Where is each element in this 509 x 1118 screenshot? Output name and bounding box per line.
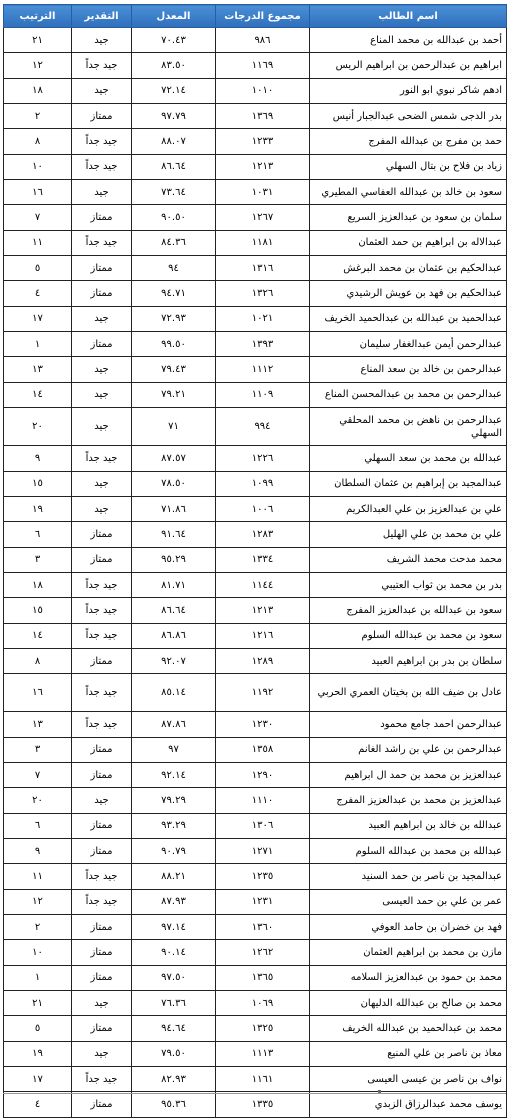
grade-cell: ممتاز: [72, 1092, 132, 1117]
rank-cell: ٢١: [4, 28, 72, 53]
grade-cell: ممتاز: [72, 1016, 132, 1041]
student-name-cell: بدر الدجى شمس الضحى عبدالجبار أنيس: [310, 104, 507, 129]
total-cell: ١٢٩٠: [216, 762, 310, 787]
total-cell: ١٠٢١: [216, 306, 310, 331]
grade-cell: ممتاز: [72, 915, 132, 940]
student-name-cell: عبدالرحمن احمد جامع محمود: [310, 712, 507, 737]
total-cell: ١٠١٠: [216, 78, 310, 103]
total-cell: ١٢٦٢: [216, 940, 310, 965]
grade-cell: جيد جداً: [72, 864, 132, 889]
total-cell: ١٣٩٣: [216, 332, 310, 357]
average-cell: ٨٧.٩٣: [132, 889, 216, 914]
rank-cell: ٥: [4, 1016, 72, 1041]
average-cell: ٨٦.٦٤: [132, 154, 216, 179]
grade-cell: جيد: [72, 180, 132, 205]
rank-cell: ٩: [4, 446, 72, 471]
header-grade: التقدير: [72, 5, 132, 28]
grade-cell: ممتاز: [72, 940, 132, 965]
table-row: [4, 230, 507, 255]
table-row: [4, 382, 507, 407]
grade-cell: جيد جداً: [72, 53, 132, 78]
grade-cell: جيد: [72, 382, 132, 407]
rank-cell: ١٣: [4, 712, 72, 737]
table-row: [4, 205, 507, 230]
rank-cell: ١٩: [4, 1041, 72, 1066]
student-name-cell: سعود بن خالد بن عبدالله العفاسي المطيري: [310, 180, 507, 205]
average-cell: ٨٦.٦٤: [132, 598, 216, 623]
total-cell: ١٣٦٩: [216, 104, 310, 129]
rank-cell: ١٠: [4, 154, 72, 179]
table-row: [4, 446, 507, 471]
total-cell: ١٢٣٠: [216, 712, 310, 737]
average-cell: ٨٦.٨٦: [132, 623, 216, 648]
grade-cell: جيد جداً: [72, 712, 132, 737]
total-cell: ٩٩٤: [216, 408, 310, 446]
student-name-cell: عبدالحكيم بن فهد بن عويش الرشيدي: [310, 281, 507, 306]
student-name-cell: عبدالرحمن أيمن عبدالغفار سليمان: [310, 332, 507, 357]
rank-cell: ٨: [4, 129, 72, 154]
average-cell: ٩٤: [132, 256, 216, 281]
rank-cell: ١٥: [4, 598, 72, 623]
rank-cell: ١١: [4, 864, 72, 889]
total-cell: ١٣٦٥: [216, 965, 310, 990]
average-cell: ٨٢.٩٣: [132, 1067, 216, 1092]
rank-cell: ١٠: [4, 940, 72, 965]
student-name-cell: عبدالرحمن بن خالد بن سعد المناع: [310, 357, 507, 382]
student-name-cell: أحمد بن عبدالله بن محمد المناع: [310, 28, 507, 53]
table-row: [4, 78, 507, 103]
rank-cell: ٩: [4, 838, 72, 863]
student-name-cell: معاذ بن ناصر بن علي المنيع: [310, 1041, 507, 1066]
total-cell: ١٢١٣: [216, 154, 310, 179]
student-name-cell: عبدالحكيم بن عثمان بن محمد البرغش: [310, 256, 507, 281]
student-name-cell: نواف بن ناصر بن عيسى العيسى: [310, 1067, 507, 1092]
grade-cell: ممتاز: [72, 522, 132, 547]
rank-cell: ٥: [4, 256, 72, 281]
grade-cell: جيد: [72, 788, 132, 813]
total-cell: ١٠٠٦: [216, 496, 310, 521]
total-cell: ١٢٣١: [216, 889, 310, 914]
total-cell: ١٢٨٣: [216, 522, 310, 547]
rank-cell: ١: [4, 965, 72, 990]
average-cell: ٨٧.٥٧: [132, 446, 216, 471]
grade-cell: جيد جداً: [72, 230, 132, 255]
rank-cell: ٢: [4, 915, 72, 940]
total-cell: ١٠٣١: [216, 180, 310, 205]
table-row: [4, 572, 507, 597]
rank-cell: ٦: [4, 522, 72, 547]
table-row: [4, 1067, 507, 1092]
average-cell: ٧١.٨٦: [132, 496, 216, 521]
student-name-cell: سعود بن محمد بن عبدالله السلوم: [310, 623, 507, 648]
rank-cell: ٢١: [4, 991, 72, 1016]
average-cell: ٧٩.٢١: [132, 382, 216, 407]
header-name: اسم الطالب: [310, 5, 507, 28]
total-cell: ١٣٢٥: [216, 1016, 310, 1041]
table-row: [4, 53, 507, 78]
rank-cell: ١٧: [4, 306, 72, 331]
rank-cell: ٢٠: [4, 408, 72, 446]
table-row: [4, 522, 507, 547]
grade-cell: ممتاز: [72, 762, 132, 787]
table-row: [4, 28, 507, 53]
header-average: المعدل: [132, 5, 216, 28]
grade-cell: جيد: [72, 357, 132, 382]
average-cell: ٧٠.٤٣: [132, 28, 216, 53]
grade-cell: جيد: [72, 28, 132, 53]
average-cell: ٩٢.٠٧: [132, 648, 216, 673]
rank-cell: ١٢: [4, 889, 72, 914]
average-cell: ٩٠.٥٠: [132, 205, 216, 230]
total-cell: ١٣٦٠: [216, 915, 310, 940]
grade-cell: ممتاز: [72, 547, 132, 572]
grade-cell: جيد جداً: [72, 129, 132, 154]
student-name-cell: عبدالرحمن بن ناهض بن محمد المحلقي السهلي: [310, 408, 507, 446]
total-cell: ١٢١٦: [216, 623, 310, 648]
total-cell: ١١١٠: [216, 788, 310, 813]
rank-cell: ١٤: [4, 382, 72, 407]
rank-cell: ٤: [4, 281, 72, 306]
total-cell: ١١٦١: [216, 1067, 310, 1092]
table-body: [4, 28, 507, 1118]
rank-cell: ١٤: [4, 623, 72, 648]
table-row: [4, 332, 507, 357]
table-row: [4, 180, 507, 205]
grade-cell: ممتاز: [72, 813, 132, 838]
student-name-cell: عبدالمجيد بن إبراهيم بن عثمان السلطان: [310, 471, 507, 496]
grade-cell: جيد جداً: [72, 1067, 132, 1092]
average-cell: ٨١.٧١: [132, 572, 216, 597]
total-cell: ٩٨٦: [216, 28, 310, 53]
total-cell: ١٢٢٦: [216, 446, 310, 471]
average-cell: ٨٣.٥٠: [132, 53, 216, 78]
total-cell: ١١١٣: [216, 1041, 310, 1066]
student-name-cell: علي بن محمد بن علي الهليل: [310, 522, 507, 547]
grade-cell: ممتاز: [72, 332, 132, 357]
table-row: [4, 788, 507, 813]
table-row: [4, 256, 507, 281]
table-row: [4, 129, 507, 154]
table-row: [4, 598, 507, 623]
table-row: [4, 813, 507, 838]
table-row: [4, 648, 507, 673]
total-cell: ١٢٦٧: [216, 205, 310, 230]
average-cell: ٩٤.٦٤: [132, 1016, 216, 1041]
total-cell: ١٣٥٨: [216, 737, 310, 762]
student-name-cell: محمد مدحت محمد الشريف: [310, 547, 507, 572]
rank-cell: ١٥: [4, 471, 72, 496]
grade-cell: جيد جداً: [72, 598, 132, 623]
average-cell: ٧٢.١٤: [132, 78, 216, 103]
student-name-cell: عبدالعزيز بن محمد بن عبدالعزيز المفرج: [310, 788, 507, 813]
student-name-cell: عمر بن علي بن حمد العيسى: [310, 889, 507, 914]
student-name-cell: عبدالله بن محمد بن سعد السهلي: [310, 446, 507, 471]
average-cell: ٩١.٦٤: [132, 522, 216, 547]
average-cell: ٨٨.٠٧: [132, 129, 216, 154]
rank-cell: ٣: [4, 737, 72, 762]
total-cell: ١٣١٦: [216, 256, 310, 281]
results-table-container: [3, 4, 506, 1118]
table-row: [4, 889, 507, 914]
student-name-cell: عبدالمجيد بن ناصر بن حمد السنيد: [310, 864, 507, 889]
rank-cell: ٢٠: [4, 788, 72, 813]
average-cell: ٧١: [132, 408, 216, 446]
table-row: [4, 496, 507, 521]
total-cell: ١١٤٤: [216, 572, 310, 597]
total-cell: ١٣٢٦: [216, 281, 310, 306]
student-name-cell: عبدالله بن محمد بن عبدالله السلوم: [310, 838, 507, 863]
total-cell: ١١٩٢: [216, 674, 310, 712]
student-name-cell: سلمان بن سعود بن عبدالعزيز السريع: [310, 205, 507, 230]
student-name-cell: مازن بن محمد بن ابراهيم العثمان: [310, 940, 507, 965]
total-cell: ١٣٣٤: [216, 547, 310, 572]
table-row: [4, 712, 507, 737]
rank-cell: ٨: [4, 648, 72, 673]
average-cell: ٩٧.٥٠: [132, 965, 216, 990]
rank-cell: ١: [4, 332, 72, 357]
average-cell: ٧٩.٢٩: [132, 788, 216, 813]
total-cell: ١٢٨٩: [216, 648, 310, 673]
average-cell: ٨٥.١٤: [132, 674, 216, 712]
rank-cell: ٧: [4, 205, 72, 230]
rank-cell: ١٧: [4, 1067, 72, 1092]
table-row: [4, 357, 507, 382]
total-cell: ١٠٩٩: [216, 471, 310, 496]
table-row: [4, 154, 507, 179]
table-row: [4, 1041, 507, 1066]
average-cell: ٩٢.١٤: [132, 762, 216, 787]
total-cell: ١١٠٩: [216, 382, 310, 407]
footer-mark: [378, 1090, 381, 1093]
grade-cell: جيد جداً: [72, 674, 132, 712]
rank-cell: ٤: [4, 1092, 72, 1117]
grade-cell: جيد جداً: [72, 446, 132, 471]
grade-cell: جيد: [72, 306, 132, 331]
average-cell: ٧٦.٣٦: [132, 991, 216, 1016]
table-row: [4, 965, 507, 990]
table-row: [4, 471, 507, 496]
average-cell: ٩٣.٢٩: [132, 813, 216, 838]
average-cell: ٩٩.٥٠: [132, 332, 216, 357]
grade-cell: جيد جداً: [72, 154, 132, 179]
total-cell: ١٣٣٥: [216, 1092, 310, 1117]
table-row: [4, 281, 507, 306]
table-row: [4, 104, 507, 129]
average-cell: ٩٥.٣٦: [132, 1092, 216, 1117]
grade-cell: ممتاز: [72, 281, 132, 306]
student-name-cell: ادهم شاكر نبوي ابو النور: [310, 78, 507, 103]
rank-cell: ١١: [4, 230, 72, 255]
header-rank: الترتيب: [4, 5, 72, 28]
rank-cell: ١٦: [4, 674, 72, 712]
grade-cell: جيد: [72, 408, 132, 446]
rank-cell: ٢: [4, 104, 72, 129]
student-name-cell: حمد بن مفرج بن عبدالله المفرج: [310, 129, 507, 154]
student-name-cell: فهد بن خضران بن حامد العوفي: [310, 915, 507, 940]
average-cell: ٩٧.٧٩: [132, 104, 216, 129]
student-name-cell: بدر بن محمد بن ثواب العتيبي: [310, 572, 507, 597]
table-row: [4, 674, 507, 712]
table-row: [4, 408, 507, 446]
total-cell: ١١٨١: [216, 230, 310, 255]
average-cell: ٨٧.٨٦: [132, 712, 216, 737]
grade-cell: جيد: [72, 1041, 132, 1066]
student-name-cell: محمد بن حمود بن عبدالعزيز السلامه: [310, 965, 507, 990]
total-cell: ١٢١٣: [216, 598, 310, 623]
student-name-cell: سلطان بن بدر بن ابراهيم العبيد: [310, 648, 507, 673]
average-cell: ٨٨.٢١: [132, 864, 216, 889]
table-row: [4, 623, 507, 648]
student-name-cell: زياد بن فلاح بن بتال السهلي: [310, 154, 507, 179]
rank-cell: ٧: [4, 762, 72, 787]
header-total: مجموع الدرجات: [216, 5, 310, 28]
grade-cell: ممتاز: [72, 965, 132, 990]
rank-cell: ١٢: [4, 53, 72, 78]
table-row: [4, 991, 507, 1016]
rank-cell: ١٩: [4, 496, 72, 521]
student-name-cell: عبدالرحمن بن محمد بن عبدالمحسن المناع: [310, 382, 507, 407]
student-name-cell: عادل بن ضيف الله بن بخيتان العمري الحربي: [310, 674, 507, 712]
average-cell: ٨٤.٣٦: [132, 230, 216, 255]
table-row: [4, 940, 507, 965]
student-name-cell: يوسف محمد عبدالرزاق الزبدي: [310, 1092, 507, 1117]
grade-cell: ممتاز: [72, 737, 132, 762]
total-cell: ١٣٠٦: [216, 813, 310, 838]
grade-cell: ممتاز: [72, 104, 132, 129]
student-name-cell: عبدالرحمن بن علي بن راشد الغانم: [310, 737, 507, 762]
table-row: [4, 1092, 507, 1117]
grade-cell: جيد: [72, 496, 132, 521]
average-cell: ٩٥.٢٩: [132, 547, 216, 572]
results-table: [3, 4, 507, 1118]
student-name-cell: سعود بن عبدالله بن عبدالعزيز المفرج: [310, 598, 507, 623]
average-cell: ٧٢.٩٣: [132, 306, 216, 331]
rank-cell: ٣: [4, 547, 72, 572]
average-cell: ٩٠.٧٩: [132, 838, 216, 863]
grade-cell: جيد جداً: [72, 623, 132, 648]
table-row: [4, 915, 507, 940]
average-cell: ٩٧.١٤: [132, 915, 216, 940]
total-cell: ١٢٧١: [216, 838, 310, 863]
total-cell: ١٢٣٣: [216, 129, 310, 154]
student-name-cell: محمد بن صالح بن عبدالله الدليهان: [310, 991, 507, 1016]
average-cell: ٧٣.٦٤: [132, 180, 216, 205]
student-name-cell: محمد بن عبدالحميد بن عبدالله الخريف: [310, 1016, 507, 1041]
table-header-row: [4, 5, 507, 28]
average-cell: ٩٧: [132, 737, 216, 762]
total-cell: ١٠٦٩: [216, 991, 310, 1016]
grade-cell: ممتاز: [72, 205, 132, 230]
table-row: [4, 864, 507, 889]
student-name-cell: عبدالله بن خالد بن ابراهيم العبيد: [310, 813, 507, 838]
table-row: [4, 306, 507, 331]
footer-divider: [3, 1093, 506, 1094]
grade-cell: جيد جداً: [72, 889, 132, 914]
table-row: [4, 737, 507, 762]
grade-cell: ممتاز: [72, 256, 132, 281]
grade-cell: جيد: [72, 991, 132, 1016]
grade-cell: ممتاز: [72, 648, 132, 673]
student-name-cell: عبدالاله بن ابراهيم بن حمد العثمان: [310, 230, 507, 255]
average-cell: ٩٤.٧١: [132, 281, 216, 306]
grade-cell: جيد جداً: [72, 572, 132, 597]
table-row: [4, 1016, 507, 1041]
rank-cell: ١٨: [4, 78, 72, 103]
average-cell: ٩٠.١٤: [132, 940, 216, 965]
table-row: [4, 838, 507, 863]
average-cell: ٧٩.٥٠: [132, 1041, 216, 1066]
student-name-cell: علي بن عبدالعزيز بن علي العبدالكريم: [310, 496, 507, 521]
rank-cell: ١٨: [4, 572, 72, 597]
student-name-cell: ابراهيم بن عبدالرحمن بن ابراهيم الريس: [310, 53, 507, 78]
total-cell: ١١٦٩: [216, 53, 310, 78]
rank-cell: ١٣: [4, 357, 72, 382]
student-name-cell: عبدالحميد بن عبدالله بن عبدالحميد الخريف: [310, 306, 507, 331]
grade-cell: ممتاز: [72, 838, 132, 863]
table-row: [4, 762, 507, 787]
average-cell: ٧٨.٥٠: [132, 471, 216, 496]
rank-cell: ٦: [4, 813, 72, 838]
grade-cell: جيد: [72, 471, 132, 496]
average-cell: ٧٩.٤٣: [132, 357, 216, 382]
total-cell: ١٢٣٥: [216, 864, 310, 889]
rank-cell: ١٦: [4, 180, 72, 205]
total-cell: ١١١٢: [216, 357, 310, 382]
table-row: [4, 547, 507, 572]
student-name-cell: عبدالعزيز بن محمد بن حمد ال ابراهيم: [310, 762, 507, 787]
grade-cell: جيد: [72, 78, 132, 103]
